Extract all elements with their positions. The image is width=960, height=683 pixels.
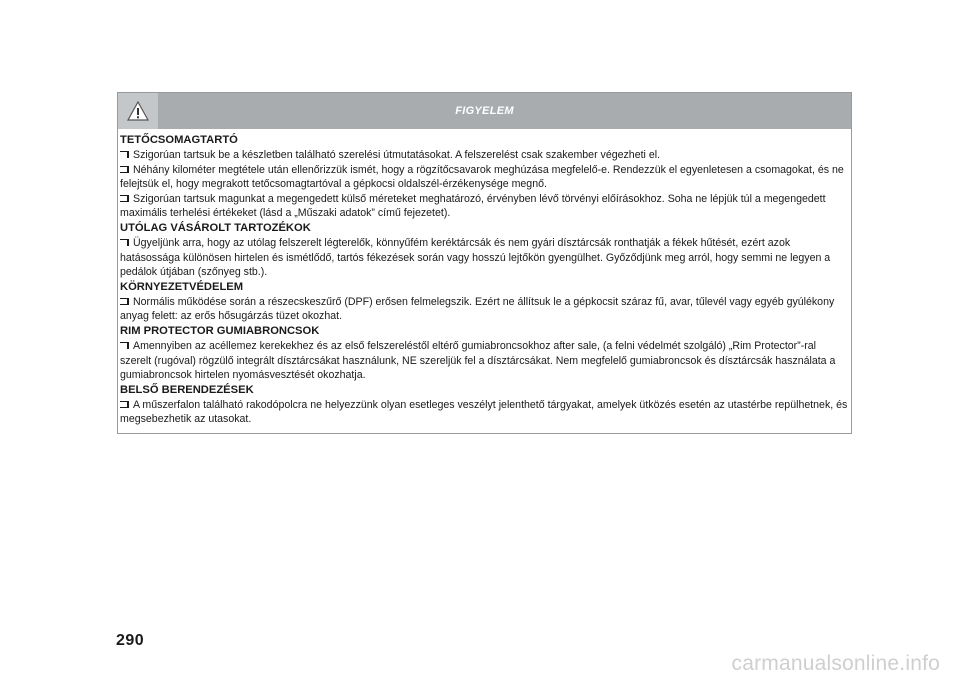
section-heading: KÖRNYEZETVÉDELEM <box>120 280 244 293</box>
bullet-marker-icon <box>120 239 129 246</box>
item-text: Amennyiben az acéllemez kerekekhez és az első felszereléstől eltérő gumiabroncsokhoz after sale, (a felni védelmét szolgáló) „Rim Protector”-ral szerelt (rugóval) rögzülő integrált dísztárcsákat használunk, NE szereljük fel a dísztárcsákat. Nem megfelelő gumiabroncsok és dísztárcsák használata a gumiabroncsok hirtelen nyomásvesztését okozhatja. <box>120 339 836 382</box>
list-item <box>120 163 849 192</box>
section-rim-protector <box>120 324 849 383</box>
section-interior <box>120 383 849 427</box>
section-heading: RIM PROTECTOR GUMIABRONCSOK <box>120 324 320 337</box>
warning-triangle-icon <box>127 101 149 121</box>
item-text: A műszerfalon található rakodópolcra ne helyezzünk olyan esetleges veszélyt jelenthető tárgyakat, amelyek ütközés esetén az utastérbe repülhetnek, és megsebezhetik az utasokat. <box>120 398 848 426</box>
page-number: 290 <box>116 632 145 649</box>
section-environment <box>120 280 849 324</box>
section-heading: UTÓLAG VÁSÁROLT TARTOZÉKOK <box>120 221 311 234</box>
item-text: Ügyeljünk arra, hogy az utólag felszerelt légterelők, könnyűfém keréktárcsák és nem gyári dísztárcsák ronthatják a fékek hűtését, ezért azok hatásossága különösen hirtelen és ismétlődő, tartós fékezések során vagy hosszú lejtőkön gyengülhet. Győződjünk meg arról, hogy semmi ne legyen a pedálok útjában (szőnyeg stb.). <box>120 236 831 279</box>
item-text: Szigorúan tartsuk magunkat a megengedett külső méreteket meghatározó, érvényben lévő törvényi előírásokhoz. Soha ne lépjük túl a megengedett maximális terhelési értékeket (lásd a „Műszaki adatok” című fejezetet). <box>120 192 826 220</box>
section-heading: BELSŐ BERENDEZÉSEK <box>120 383 254 396</box>
section-accessories <box>120 221 849 280</box>
list-item <box>120 192 849 221</box>
item-text: Szigorúan tartsuk be a készletben található szerelési útmutatásokat. A felszerelést csak szakember végezheti el. <box>133 149 661 161</box>
item-text: Néhány kilométer megtétele után ellenőrizzük ismét, hogy a rögzítőcsavarok meghúzása megfelelő-e. Rendezzük el egyenletesen a csomagokat, és ne felejtsük el, hogy megrakott tetőcsomagtartóval a gépkocsi oldalszél-érzékenysége megnő. <box>120 163 844 191</box>
list-item <box>120 236 849 280</box>
bullet-marker-icon <box>120 342 129 349</box>
warning-title: FIGYELEM <box>455 105 514 117</box>
warning-box <box>117 92 852 434</box>
bullet-marker-icon <box>120 401 129 408</box>
list-item <box>120 398 849 427</box>
warning-header <box>118 93 851 129</box>
list-item <box>120 148 849 163</box>
bullet-marker-icon <box>120 195 129 202</box>
warning-body <box>118 129 851 433</box>
watermark: carmanualsonline.info <box>731 652 940 675</box>
warning-icon-cell <box>118 93 158 129</box>
section-roof-rack <box>120 133 849 221</box>
bullet-marker-icon <box>120 151 129 158</box>
list-item <box>120 339 849 383</box>
list-item <box>120 295 849 324</box>
item-text: Normális működése során a részecskeszűrő (DPF) erősen felmelegszik. Ezért ne állítsuk le a gépkocsit száraz fű, avar, tűlevél vagy egyéb gyúlékony anyag felett: az erős hősugárzás tüzet okozhat. <box>120 295 835 323</box>
bullet-marker-icon <box>120 298 129 305</box>
section-heading: TETŐCSOMAGTARTÓ <box>120 134 238 146</box>
bullet-marker-icon <box>120 166 129 173</box>
